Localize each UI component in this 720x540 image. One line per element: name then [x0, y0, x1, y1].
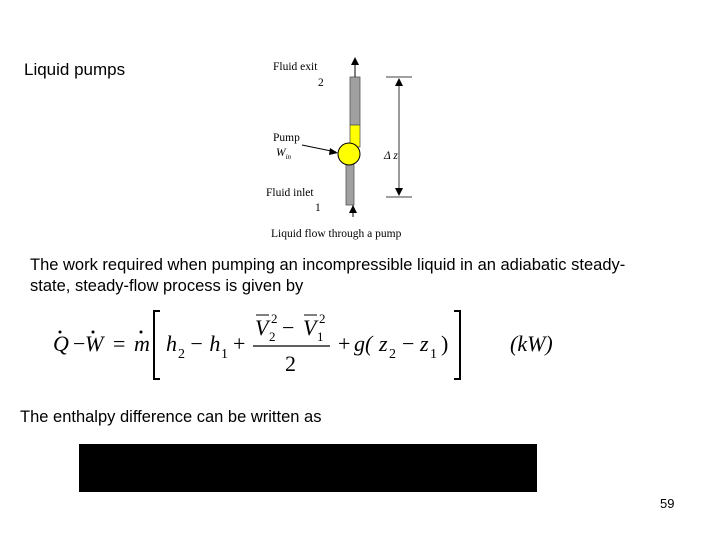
eq-v2-sup: 2: [271, 311, 278, 326]
pump-label: Pump: [273, 132, 300, 144]
right-bracket: [454, 311, 460, 379]
page-number: 59: [660, 496, 675, 511]
inlet-index-label: 1: [315, 202, 321, 214]
eq-h2: h: [166, 331, 177, 356]
eq-v-minus: −: [282, 315, 295, 340]
eq-m: m: [134, 331, 150, 356]
eq-z2: z: [379, 331, 388, 356]
eq-g: g(: [354, 331, 373, 356]
diagram-caption: Liquid flow through a pump: [271, 228, 402, 240]
eq-v1: V: [303, 315, 317, 340]
eq-h2-sub: 2: [178, 347, 185, 362]
eq-h1-sub: 1: [221, 347, 228, 362]
slide-title: Liquid pumps: [24, 60, 126, 79]
eq-v1-sup: 2: [319, 311, 326, 326]
eq-minus: −: [73, 331, 86, 356]
upper-pipe: [350, 77, 360, 125]
eq-denominator: 2: [285, 351, 296, 376]
body-paragraph: [30, 255, 700, 297]
eq-v2: V: [255, 315, 269, 340]
fluid-inlet-label: Fluid inlet: [266, 187, 314, 199]
pump-diagram: [258, 55, 448, 245]
eq-equals: =: [113, 331, 126, 356]
eq-plus-1: +: [233, 331, 246, 356]
body-line-1: The work required when pumping an incompressible liquid in an adiabatic steady-: [30, 256, 626, 274]
eq-z1: z: [420, 331, 429, 356]
delta-z-label: Δ z: [384, 150, 398, 162]
eq-close: ): [441, 331, 449, 356]
eq-w: W: [85, 331, 104, 356]
eq-h1: − h: [189, 331, 221, 356]
left-bracket: [154, 311, 160, 379]
eq-z-minus: −: [402, 331, 415, 356]
dim-arrow-down-icon: [395, 188, 403, 196]
eq-v2-sub: 2: [269, 329, 276, 344]
enthalpy-text: The enthalpy difference can be written as: [20, 408, 322, 426]
eq-q: Q: [53, 331, 69, 356]
eq-plus-2: +: [338, 331, 351, 356]
eq-z2-sub: 2: [389, 347, 396, 362]
eq-v1-sub: 1: [317, 329, 324, 344]
eq-units: (kW): [510, 331, 553, 356]
work-label: $W_{in}$: [276, 147, 292, 161]
pump-icon: [338, 143, 360, 165]
eq-z1-sub: 1: [430, 347, 437, 362]
exit-arrow-icon: [351, 57, 359, 65]
lower-pipe: [346, 163, 354, 205]
redacted-equation-box: [79, 444, 537, 492]
inlet-arrow-icon: [349, 205, 357, 213]
fluid-exit-label: Fluid exit: [273, 61, 318, 73]
body-line-2: state, steady-flow process is given by: [30, 277, 304, 295]
work-arrow-icon: [329, 148, 338, 155]
exit-index-label: 2: [318, 77, 324, 89]
dim-arrow-up-icon: [395, 78, 403, 86]
steady-flow-energy-equation: [50, 305, 570, 385]
